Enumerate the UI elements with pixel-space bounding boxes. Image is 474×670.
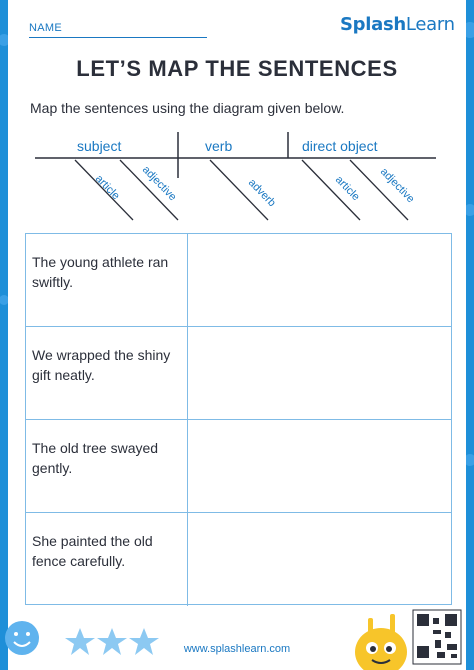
diagram-label-object-adjective: adjective [377,165,417,206]
qr-code [413,610,461,664]
sentence-cell: We wrapped the shiny gift neatly. [26,327,188,419]
sentence-diagram [0,0,474,235]
table-row [26,420,451,513]
page-title: LET’S MAP THE SENTENCES [76,56,398,81]
sentence-cell: The young athlete ran swiftly. [26,234,188,326]
answer-cell[interactable] [188,420,451,512]
table-row [26,327,451,420]
diagram-label-verb-adverb: adverb [245,176,278,210]
footer-decoration [0,600,474,670]
answer-table [25,233,452,605]
table-row [26,513,451,606]
answer-cell[interactable] [188,327,451,419]
sentence-cell: The old tree swayed gently. [26,420,188,512]
instruction-text: Map the sentences using the diagram given below. [30,100,345,116]
answer-cell[interactable] [188,513,451,606]
brand-logo-part1: Splash [340,14,406,35]
mascot-icon [355,614,407,670]
footer-url[interactable]: www.splashlearn.com [183,643,291,655]
table-row [26,234,451,327]
diagram-label-subject-adjective: adjective [139,163,179,204]
diagram-label-object-article: article [332,173,362,204]
diagram-label-direct-object: direct object [302,138,378,154]
diagram-label-subject-article: article [92,172,122,203]
sentence-cell: She painted the old fence carefully. [26,513,188,606]
diagram-label-subject: subject [77,138,122,154]
brand-logo-part2: Learn [405,14,455,35]
answer-cell[interactable] [188,234,451,326]
diagram-label-verb: verb [205,138,233,154]
name-label: NAME [29,22,62,34]
